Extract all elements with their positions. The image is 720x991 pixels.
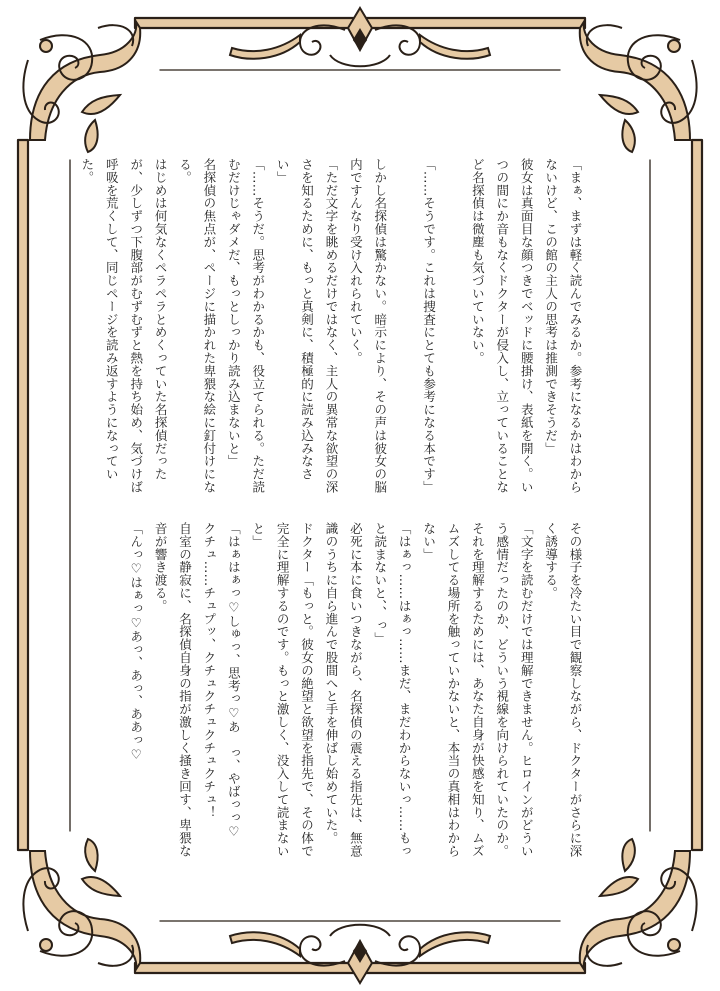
paragraph: 「はぁはぁっ♡しゅっ、思考っ♡あ っ、やばっっ♡ xyxy=(226,522,242,840)
paragraph xyxy=(392,158,416,498)
paragraph: 名探偵の焦点が、ページに描かれた卑猥な絵に釘付けになる。 xyxy=(177,158,217,494)
upper-text-block xyxy=(74,158,587,498)
paragraph: しかし名探偵は驚かない。暗示により、その声は彼女の脳内ですんなり受け入れられていく。 xyxy=(348,158,388,494)
paragraph: 「……そうです。これは捜査にとても参考になる本です」 xyxy=(421,158,437,494)
paragraph: 「んっ♡はぁっ♡あっ、あっ、ああっ♡ xyxy=(128,522,144,762)
paragraph: 「はぁっ……はぁっ……まだ、まだわからないっ……もっと読まないと、、っ」 xyxy=(372,522,413,858)
paragraph: はじめは何気なくペラペラとめくっていた名探偵だったが、少しずつ下腹部がむずむずと熱を持ち始め、気づけば呼吸を荒くして、同じページを読み返すようになっていた。 xyxy=(79,158,169,494)
paragraph: 「文字を読むだけでは理解できません。ヒロインがどういう感情だったのか、どういう視線を向けられていたのか。それを理解するためには、あなた自身が快感を知り、ムズムズしてる場所を触っていかないと、本当の真相はわからない」 xyxy=(421,522,535,858)
paragraph: 彼女は真面目な顔つきでベッドに腰掛け、表紙を開く。いつの間にか音もなくドクターが侵入し、立っていることなど名探偵は微塵も気づいていない。 xyxy=(470,158,535,494)
paragraph: その様子を冷たい目で観察しながら、ドクターがさらに深く誘導する。 xyxy=(543,522,583,858)
paragraph: クチュ……チュプッ、クチュクチュクチュクチュ！ xyxy=(201,522,217,819)
lower-text-block xyxy=(123,522,587,862)
paragraph: 「ただ文字を眺めるだけではなく、主人の異常な欲望の深さを知るために、もっと真剣に、積極的に読み込みなさい」 xyxy=(275,158,339,494)
paragraph: 必死に本に食いつきながら、名探偵の震える指先は、無意識のうちに自ら進んで股間へと手を伸ばし始めていた。 xyxy=(323,522,364,858)
paragraph xyxy=(441,158,465,498)
paragraph: ドクター「もっと。彼女の絶望と欲望を指先で、その体で完全に理解するのです。もっと激しく、没入して読まないと」 xyxy=(250,522,315,858)
paragraph: 自室の静寂に、名探偵自身の指が激しく掻き回す、卑猥な音が響き渡る。 xyxy=(153,522,193,858)
paragraph: 「まぁ、まずは軽く読んでみるか。参考になるかはわからないけど、この館の主人の思考は推測できそうだ」 xyxy=(543,158,583,494)
paragraph: 「……そうだ。思考がわかるかも、役立てられる。ただ読むだけじゃダメだ、もっとしっかり読み込まないと」 xyxy=(226,158,266,494)
